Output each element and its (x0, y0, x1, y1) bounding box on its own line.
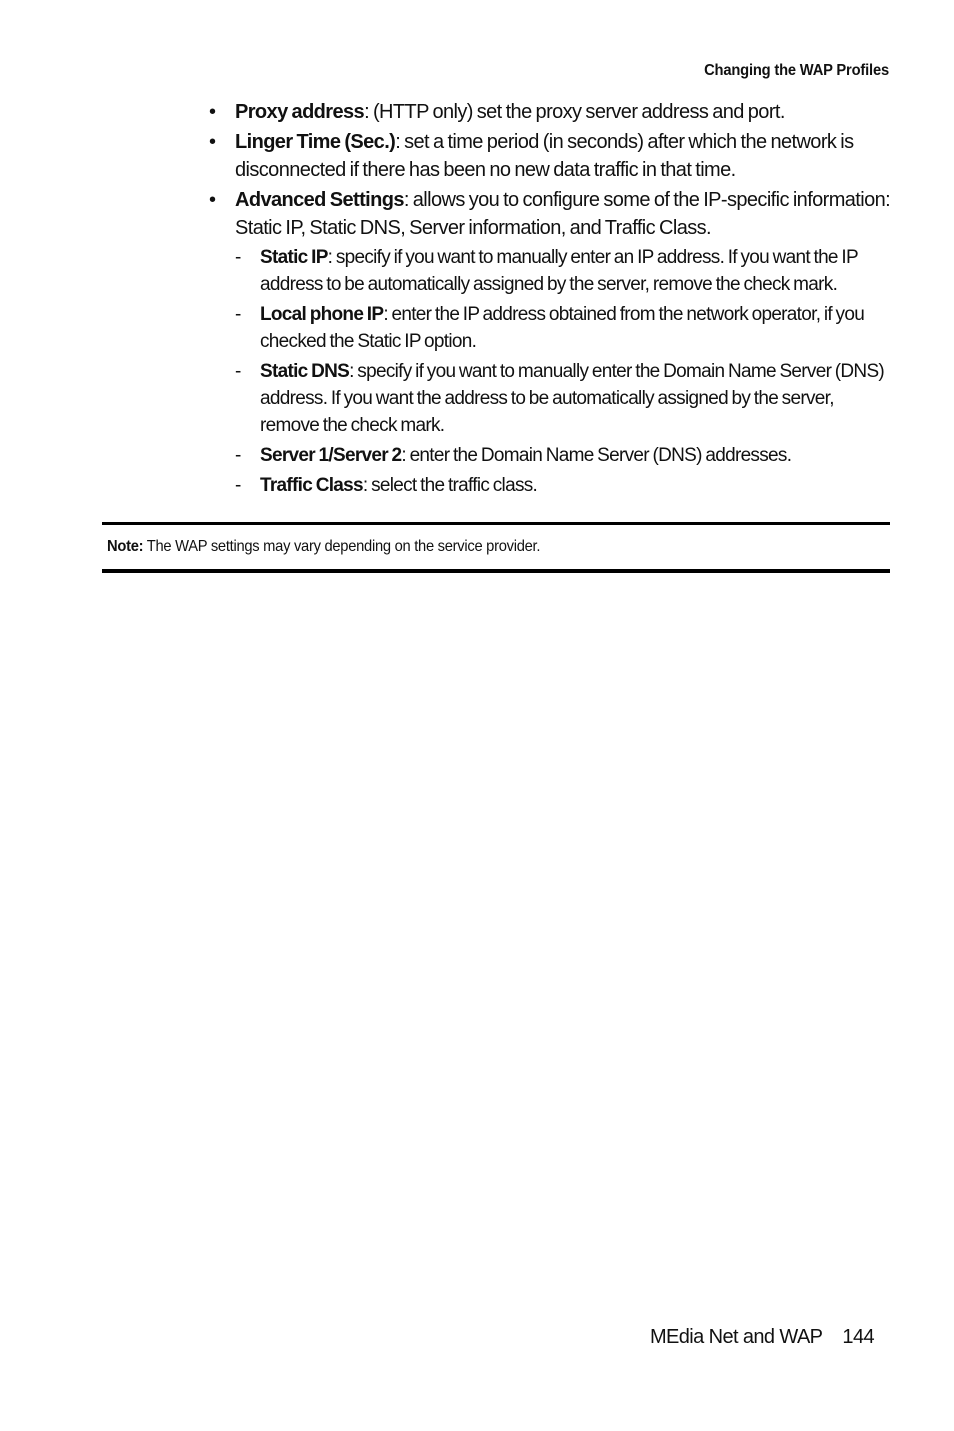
bullet-term: Advanced Settings (235, 189, 404, 211)
main-content (205, 98, 895, 502)
dash-icon: - (235, 361, 241, 382)
note-body: The WAP settings may vary depending on the service provider. (143, 538, 541, 555)
sub-item-term: Local phone IP (260, 304, 384, 325)
dash-icon: - (235, 247, 241, 268)
bullet-term: Linger Time (Sec.) (235, 131, 396, 153)
dash-icon: - (235, 304, 241, 325)
chapter-title: MEdia Net and WAP (649, 1326, 823, 1348)
note-label: Note: (107, 538, 144, 555)
bullet-text: : (HTTP only) set the proxy server address and port. (364, 101, 785, 123)
bullet-text: : set a time period (in seconds) after which the network is disconnected if there has been no new data traffic in that time. (235, 131, 854, 181)
sub-item-static-dns (205, 358, 895, 439)
bullet-item-advanced-settings (205, 186, 895, 242)
bullet-icon: • (209, 189, 216, 211)
sub-item-text: : enter the Domain Name Server (DNS) addresses. (401, 445, 792, 466)
page-footer (650, 1326, 874, 1349)
sub-item-traffic-class (205, 472, 895, 499)
sub-item-text: : specify if you want to manually enter an IP address. If you want the IP address to be automatically assigned by the server, remove the check mark. (260, 247, 858, 295)
page-number: 144 (842, 1326, 874, 1348)
sub-item-term: Traffic Class (260, 475, 363, 496)
sub-item-text: : specify if you want to manually enter the Domain Name Server (DNS) address. If you want the address to be automatically assigned by the server, remove the check mark. (260, 361, 885, 436)
sub-item-text: : select the traffic class. (362, 475, 538, 496)
dash-icon: - (235, 445, 241, 466)
note-text (107, 538, 540, 556)
sub-item-term: Static DNS (260, 361, 350, 382)
sub-item-term: Static IP (260, 247, 328, 268)
running-header: Changing the WAP Profiles (704, 62, 889, 79)
bullet-term: Proxy address (235, 101, 365, 123)
bullet-icon: • (209, 101, 216, 123)
sub-item-local-phone-ip (205, 301, 895, 355)
sub-item-static-ip (205, 244, 895, 298)
bullet-text: : allows you to configure some of the IP-specific information: Static IP, Static DNS, Server information, and Traffic Class. (235, 189, 891, 239)
bullet-item-proxy-address (205, 98, 895, 126)
sub-item-term: Server 1/Server 2 (260, 445, 402, 466)
dash-icon: - (235, 475, 241, 496)
bullet-item-linger-time (205, 128, 895, 184)
note-box (102, 522, 890, 573)
sub-item-server (205, 442, 895, 469)
bullet-icon: • (209, 131, 216, 153)
sub-item-text: : enter the IP address obtained from the network operator, if you checked the Static IP option. (260, 304, 865, 352)
